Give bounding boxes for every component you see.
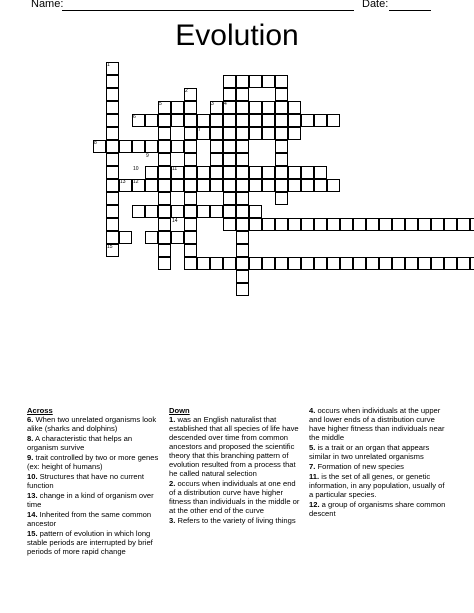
grid-cell[interactable] xyxy=(106,231,119,244)
grid-cell[interactable] xyxy=(106,166,119,179)
grid-cell[interactable] xyxy=(223,218,236,231)
grid-cell[interactable] xyxy=(327,257,340,270)
grid-cell[interactable] xyxy=(288,114,301,127)
grid-cell[interactable] xyxy=(236,179,249,192)
grid-cell[interactable] xyxy=(223,114,236,127)
grid-cell[interactable] xyxy=(249,114,262,127)
grid-cell[interactable] xyxy=(301,179,314,192)
grid-cell[interactable] xyxy=(275,88,288,101)
grid-cell[interactable] xyxy=(158,205,171,218)
grid-cell[interactable] xyxy=(223,257,236,270)
grid-cell[interactable] xyxy=(158,114,171,127)
clue-item xyxy=(309,443,449,461)
grid-cell[interactable] xyxy=(275,166,288,179)
grid-cell[interactable] xyxy=(223,153,236,166)
clue-text: pattern of evolution in which long stable periods are interrupted by brief periods of more rapid change xyxy=(27,529,153,556)
grid-cell[interactable] xyxy=(275,153,288,166)
across-clues xyxy=(27,406,162,557)
grid-cell[interactable] xyxy=(223,88,236,101)
clue-item xyxy=(169,415,304,478)
grid-cell[interactable] xyxy=(444,218,457,231)
grid-cell[interactable] xyxy=(314,257,327,270)
clue-num: 7. xyxy=(309,462,316,471)
grid-cell[interactable] xyxy=(288,218,301,231)
clue-number: 4 xyxy=(224,101,227,107)
grid-cell[interactable] xyxy=(210,179,223,192)
grid-cell[interactable] xyxy=(275,127,288,140)
grid-cell[interactable] xyxy=(314,114,327,127)
clue-item xyxy=(27,472,162,490)
clue-number: 5 xyxy=(159,101,162,107)
down-heading: Down xyxy=(169,406,190,415)
clue-text: A characteristic that helps an organism survive xyxy=(27,434,133,452)
clue-text: was an English naturalist that established that all species of life have descended over time from common ancestors and proposed the scientific theory that this branching pattern of evolution resulted from a process that he called natural selection xyxy=(169,415,299,478)
clue-num: 11. xyxy=(309,472,320,481)
clue-text: is the set of all genes, or genetic information, in any population, usually of a particular species. xyxy=(309,472,445,499)
grid-cell[interactable] xyxy=(236,244,249,257)
grid-cell[interactable] xyxy=(197,257,210,270)
grid-cell[interactable] xyxy=(184,205,197,218)
grid-cell[interactable] xyxy=(184,153,197,166)
grid-cell[interactable] xyxy=(327,179,340,192)
grid-cell[interactable] xyxy=(171,179,184,192)
grid-cell[interactable] xyxy=(184,101,197,114)
clue-num: 9. xyxy=(27,453,34,462)
grid-cell[interactable] xyxy=(301,257,314,270)
grid-cell[interactable] xyxy=(275,114,288,127)
grid-cell[interactable] xyxy=(223,192,236,205)
grid-cell[interactable] xyxy=(210,166,223,179)
date-label: Date: xyxy=(362,0,389,10)
grid-cell[interactable] xyxy=(184,231,197,244)
grid-cell[interactable] xyxy=(106,127,119,140)
grid-cell[interactable] xyxy=(262,114,275,127)
clue-text: change in a kind of organism over time xyxy=(27,491,154,509)
grid-cell[interactable] xyxy=(314,218,327,231)
clue-num: 2. xyxy=(169,479,176,488)
grid-cell[interactable] xyxy=(262,101,275,114)
clue-number: 12 xyxy=(133,179,139,185)
grid-cell[interactable] xyxy=(236,270,249,283)
grid-cell[interactable] xyxy=(171,205,184,218)
grid-cell[interactable] xyxy=(171,101,184,114)
grid-cell[interactable] xyxy=(431,218,444,231)
grid-cell[interactable] xyxy=(236,205,249,218)
grid-cell[interactable] xyxy=(197,179,210,192)
grid-cell[interactable] xyxy=(184,114,197,127)
grid-cell[interactable] xyxy=(275,75,288,88)
name-label: Name: xyxy=(31,0,64,10)
grid-cell[interactable] xyxy=(249,257,262,270)
grid-cell[interactable] xyxy=(106,88,119,101)
grid-cell[interactable] xyxy=(288,257,301,270)
grid-cell[interactable] xyxy=(275,101,288,114)
grid-cell[interactable] xyxy=(249,127,262,140)
grid-cell[interactable] xyxy=(353,218,366,231)
grid-cell[interactable] xyxy=(236,101,249,114)
grid-cell[interactable] xyxy=(249,166,262,179)
grid-cell[interactable] xyxy=(236,283,249,296)
clue-number: 13 xyxy=(120,179,126,185)
grid-cell[interactable] xyxy=(275,218,288,231)
grid-cell[interactable] xyxy=(145,114,158,127)
grid-cell[interactable] xyxy=(353,257,366,270)
grid-cell[interactable] xyxy=(158,127,171,140)
grid-cell[interactable] xyxy=(184,127,197,140)
grid-cell[interactable] xyxy=(106,101,119,114)
grid-cell[interactable] xyxy=(275,179,288,192)
grid-cell[interactable] xyxy=(379,218,392,231)
grid-cell[interactable] xyxy=(366,257,379,270)
grid-cell[interactable] xyxy=(262,166,275,179)
grid-cell[interactable] xyxy=(223,179,236,192)
clue-item xyxy=(309,472,449,499)
grid-cell[interactable] xyxy=(301,218,314,231)
grid-cell[interactable] xyxy=(223,205,236,218)
clue-text: a group of organisms share common descent xyxy=(309,500,446,518)
down-clues xyxy=(169,406,304,526)
grid-cell[interactable] xyxy=(249,101,262,114)
grid-cell[interactable] xyxy=(288,127,301,140)
grid-cell[interactable] xyxy=(223,166,236,179)
clue-item xyxy=(309,500,449,518)
clue-text: is a trait or an organ that appears similar in two unrelated organisms xyxy=(309,443,430,461)
grid-cell[interactable] xyxy=(275,140,288,153)
grid-cell[interactable] xyxy=(210,127,223,140)
clue-num: 8. xyxy=(27,434,34,443)
grid-cell[interactable] xyxy=(418,257,431,270)
clue-num: 5. xyxy=(309,443,316,452)
grid-cell[interactable] xyxy=(184,257,197,270)
grid-cell[interactable] xyxy=(275,192,288,205)
grid-cell[interactable] xyxy=(184,140,197,153)
clue-num: 12. xyxy=(309,500,320,509)
grid-cell[interactable] xyxy=(327,114,340,127)
grid-cell[interactable] xyxy=(145,179,158,192)
clue-num: 13. xyxy=(27,491,38,500)
clue-number: 14 xyxy=(172,218,178,224)
grid-cell[interactable] xyxy=(236,231,249,244)
grid-cell[interactable] xyxy=(223,75,236,88)
grid-cell[interactable] xyxy=(171,114,184,127)
grid-cell[interactable] xyxy=(236,218,249,231)
grid-cell[interactable] xyxy=(184,218,197,231)
grid-cell[interactable] xyxy=(249,205,262,218)
grid-cell[interactable] xyxy=(392,218,405,231)
grid-cell[interactable] xyxy=(210,140,223,153)
grid-cell[interactable] xyxy=(158,192,171,205)
grid-cell[interactable] xyxy=(236,88,249,101)
grid-cell[interactable] xyxy=(119,231,132,244)
grid-cell[interactable] xyxy=(236,166,249,179)
grid-cell[interactable] xyxy=(262,127,275,140)
clue-num: 3. xyxy=(169,516,176,525)
grid-cell[interactable] xyxy=(145,205,158,218)
clue-item xyxy=(27,491,162,509)
grid-cell[interactable] xyxy=(184,192,197,205)
down-clues-continued xyxy=(309,406,449,519)
clue-number: 11 xyxy=(172,166,178,172)
grid-cell[interactable] xyxy=(288,166,301,179)
grid-cell[interactable] xyxy=(145,231,158,244)
grid-cell[interactable] xyxy=(262,257,275,270)
grid-cell[interactable] xyxy=(184,179,197,192)
clue-text: When two unrelated organisms look alike (sharks and dolphins) xyxy=(27,415,157,433)
clue-item xyxy=(169,479,304,515)
clue-text: trait controlled by two or more genes (ex: height of humans) xyxy=(27,453,159,471)
clue-text: Inherited from the same common ancestor xyxy=(27,510,152,528)
grid-cell[interactable] xyxy=(106,205,119,218)
grid-cell[interactable] xyxy=(288,179,301,192)
grid-cell[interactable] xyxy=(210,257,223,270)
clue-text: occurs when individuals at one end of a distribution curve have higher fitness than individuals in the middle or at the other end of the curve xyxy=(169,479,300,515)
clue-num: 10. xyxy=(27,472,38,481)
grid-cell[interactable] xyxy=(431,257,444,270)
grid-cell[interactable] xyxy=(236,140,249,153)
grid-cell[interactable] xyxy=(236,127,249,140)
grid-cell[interactable] xyxy=(158,153,171,166)
grid-cell[interactable] xyxy=(197,205,210,218)
clue-text: Formation of new species xyxy=(315,462,404,471)
grid-cell[interactable] xyxy=(262,179,275,192)
clue-item xyxy=(27,453,162,471)
grid-cell[interactable] xyxy=(249,75,262,88)
clue-text: Refers to the variety of living things xyxy=(175,516,296,525)
grid-cell[interactable] xyxy=(158,244,171,257)
clue-number: 1 xyxy=(107,62,110,68)
grid-cell[interactable] xyxy=(366,218,379,231)
grid-cell[interactable] xyxy=(444,257,457,270)
clue-text: occurs when individuals at the upper and lower ends of a distribution curve have higher fitness than individuals near the middle xyxy=(309,406,445,442)
grid-cell[interactable] xyxy=(288,101,301,114)
page-title: Evolution xyxy=(175,19,299,52)
grid-cell[interactable] xyxy=(223,140,236,153)
grid-cell[interactable] xyxy=(184,166,197,179)
clue-number: 2 xyxy=(185,88,188,94)
grid-cell[interactable] xyxy=(158,231,171,244)
grid-cell[interactable] xyxy=(132,140,145,153)
clue-num: 14. xyxy=(27,510,38,519)
grid-cell[interactable] xyxy=(184,244,197,257)
grid-cell[interactable] xyxy=(158,179,171,192)
clue-item xyxy=(169,516,304,525)
clue-item xyxy=(27,415,162,433)
grid-cell[interactable] xyxy=(457,218,470,231)
grid-cell[interactable] xyxy=(470,218,474,231)
grid-cell[interactable] xyxy=(262,218,275,231)
grid-cell[interactable] xyxy=(457,257,470,270)
grid-cell[interactable] xyxy=(275,257,288,270)
grid-cell[interactable] xyxy=(145,140,158,153)
clue-item xyxy=(309,406,449,442)
clue-number: 9 xyxy=(146,153,149,159)
grid-cell[interactable] xyxy=(262,75,275,88)
grid-cell[interactable] xyxy=(340,257,353,270)
clue-item xyxy=(27,510,162,528)
grid-cell[interactable] xyxy=(106,179,119,192)
grid-cell[interactable] xyxy=(197,114,210,127)
grid-cell[interactable] xyxy=(249,218,262,231)
clue-number: 6 xyxy=(133,114,136,120)
clue-number: 10 xyxy=(133,166,139,172)
grid-cell[interactable] xyxy=(223,127,236,140)
grid-cell[interactable] xyxy=(210,153,223,166)
grid-cell[interactable] xyxy=(106,75,119,88)
grid-cell[interactable] xyxy=(470,257,474,270)
grid-cell[interactable] xyxy=(314,166,327,179)
clue-number: 7 xyxy=(198,127,201,133)
clue-item xyxy=(27,529,162,556)
grid-cell[interactable] xyxy=(405,257,418,270)
grid-cell[interactable] xyxy=(106,140,119,153)
clue-item xyxy=(27,434,162,452)
clue-text: Structures that have no current function xyxy=(27,472,144,490)
clue-num: 6. xyxy=(27,415,34,424)
grid-cell[interactable] xyxy=(249,179,262,192)
grid-cell[interactable] xyxy=(106,114,119,127)
grid-cell[interactable] xyxy=(158,140,171,153)
grid-cell[interactable] xyxy=(418,218,431,231)
grid-cell[interactable] xyxy=(327,218,340,231)
grid-cell[interactable] xyxy=(236,153,249,166)
grid-cell[interactable] xyxy=(197,166,210,179)
clue-num: 1. xyxy=(169,415,176,424)
grid-cell[interactable] xyxy=(119,140,132,153)
grid-cell[interactable] xyxy=(236,192,249,205)
grid-cell[interactable] xyxy=(158,218,171,231)
grid-cell[interactable] xyxy=(236,75,249,88)
grid-cell[interactable] xyxy=(379,257,392,270)
grid-cell[interactable] xyxy=(106,153,119,166)
grid-cell[interactable] xyxy=(392,257,405,270)
grid-cell[interactable] xyxy=(132,205,145,218)
grid-cell[interactable] xyxy=(236,257,249,270)
grid-cell[interactable] xyxy=(314,179,327,192)
clue-num: 15. xyxy=(27,529,38,538)
across-heading: Across xyxy=(27,406,53,415)
grid-cell[interactable] xyxy=(171,231,184,244)
grid-cell[interactable] xyxy=(210,205,223,218)
grid-cell[interactable] xyxy=(158,166,171,179)
grid-cell[interactable] xyxy=(236,114,249,127)
grid-cell[interactable] xyxy=(340,218,353,231)
grid-cell[interactable] xyxy=(301,114,314,127)
clue-item xyxy=(309,462,449,471)
grid-cell[interactable] xyxy=(106,218,119,231)
grid-cell[interactable] xyxy=(405,218,418,231)
clue-number: 15 xyxy=(107,244,113,250)
grid-cell[interactable] xyxy=(210,114,223,127)
grid-cell[interactable] xyxy=(158,257,171,270)
grid-cell[interactable] xyxy=(145,166,158,179)
grid-cell[interactable] xyxy=(301,166,314,179)
grid-cell[interactable] xyxy=(171,140,184,153)
clue-num: 4. xyxy=(309,406,316,415)
grid-cell[interactable] xyxy=(106,192,119,205)
clue-number: 3 xyxy=(211,101,214,107)
clue-number: 8 xyxy=(94,140,97,146)
